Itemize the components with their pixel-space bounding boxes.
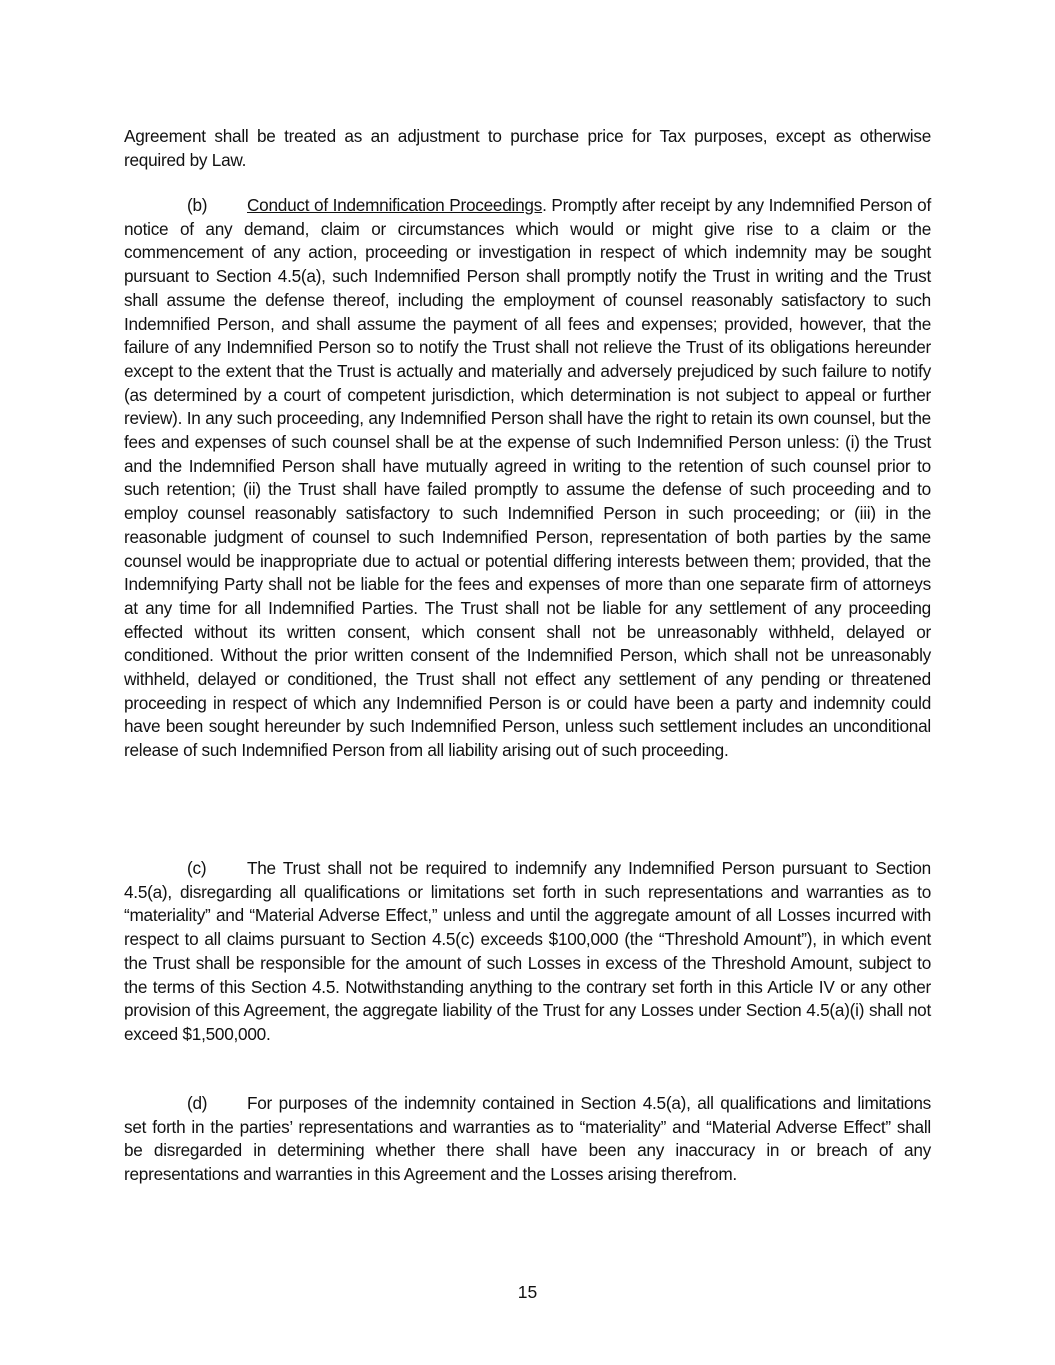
page-number: 15 [517,1282,538,1302]
paragraph-b-marker: (b) [187,195,208,215]
paragraph-b-body [124,194,931,763]
paragraph-d-text: For purposes of the indemnity contained in Section 4.5(a), all qualifications and limitations set forth in the parties’ representations and warranties as to “materiality” and “Material Adverse Effect” shall be disregarded in determining whether there shall have been any inaccuracy in or breach of any representations and warranties in this Agreement and the Losses arising therefrom. [124,1093,931,1185]
paragraph-a-text: Agreement shall be treated as an adjustment to purchase price for Tax purposes, except as otherwise required by Law. [124,126,931,170]
paragraph-d [124,1092,931,1187]
paragraph-c [124,857,931,1047]
paragraph-b-heading: Conduct of Indemnification Proceedings [247,195,543,215]
paragraph-c-body [124,857,931,1047]
paragraph-b [124,194,931,763]
paragraph-d-body [124,1092,931,1187]
paragraph-a-continuation [124,125,931,172]
paragraph-c-marker: (c) [187,858,207,878]
paragraph-b-text: . Promptly after receipt by any Indemnified Person of notice of any demand, claim or circumstances which would or might give rise to a claim or the commencement of any action, proceeding or investigation in respect of which indemnity may be sought pursuant to Section 4.5(a), such Indemnified Person shall promptly notify the Trust in writing and the Trust shall assume the defense thereof, including the employment of counsel reasonably satisfactory to such Indemnified Person, and shall assume the payment of all fees and expenses; provided, however, that the failure of any Indemnified Person so to notify the Trust shall not relieve the Trust of its obligations hereunder except to the extent that the Trust is actually and materially and adversely prejudiced by such failure to notify (as determined by a court of competent jurisdiction, which determination is not subject to appeal or further review). In any such proceeding, any Indemnified Person shall have the right to retain its own counsel, but the fees and expenses of such counsel shall be at the expense of such Indemnified Person unless: (i) the Trust and the Indemnified Person shall have mutually agreed in writing to the retention of such counsel prior to such retention; (ii) the Trust shall have failed promptly to assume the defense of such proceeding and to employ counsel reasonably satisfactory to such Indemnified Person in such proceeding; or (iii) in the reasonable judgment of counsel to such Indemnified Person, representation of both parties by the same counsel would be inappropriate due to actual or potential differing interests between them; provided, that the Indemnifying Party shall not be liable for the fees and expenses of more than one separate firm of attorneys at any time for all Indemnified Parties. The Trust shall not be liable for any settlement of any proceeding effected without its written consent, which consent shall not be unreasonably withheld, delayed or conditioned. Without the prior written consent of the Indemnified Person, which shall not be unreasonably withheld, delayed or conditioned, the Trust shall not effect any settlement of any pending or threatened proceeding in respect of which any Indemnified Person is or could have been a party and indemnity could have been sought hereunder by such Indemnified Person, unless such settlement includes an unconditional release of such Indemnified Person from all liability arising out of such proceeding. [124,195,932,761]
paragraph-c-text: The Trust shall not be required to indemnify any Indemnified Person pursuant to Section 4.5(a), disregarding all qualifications or limitations set forth in such representations and warranties as to “materiality” and “Material Adverse Effect,” unless and until the aggregate amount of all Losses incurred with respect to all claims pursuant to Section 4.5(c) exceeds $100,000 (the “Threshold Amount”), in which event the Trust shall be responsible for the amount of such Losses in excess of the Threshold Amount, subject to the terms of this Section 4.5. Notwithstanding anything to the contrary set forth in this Article IV or any other provision of this Agreement, the aggregate liability of the Trust for any Losses under Section 4.5(a)(i) shall not exceed $1,500,000. [124,858,931,1044]
paragraph-d-marker: (d) [187,1093,208,1113]
